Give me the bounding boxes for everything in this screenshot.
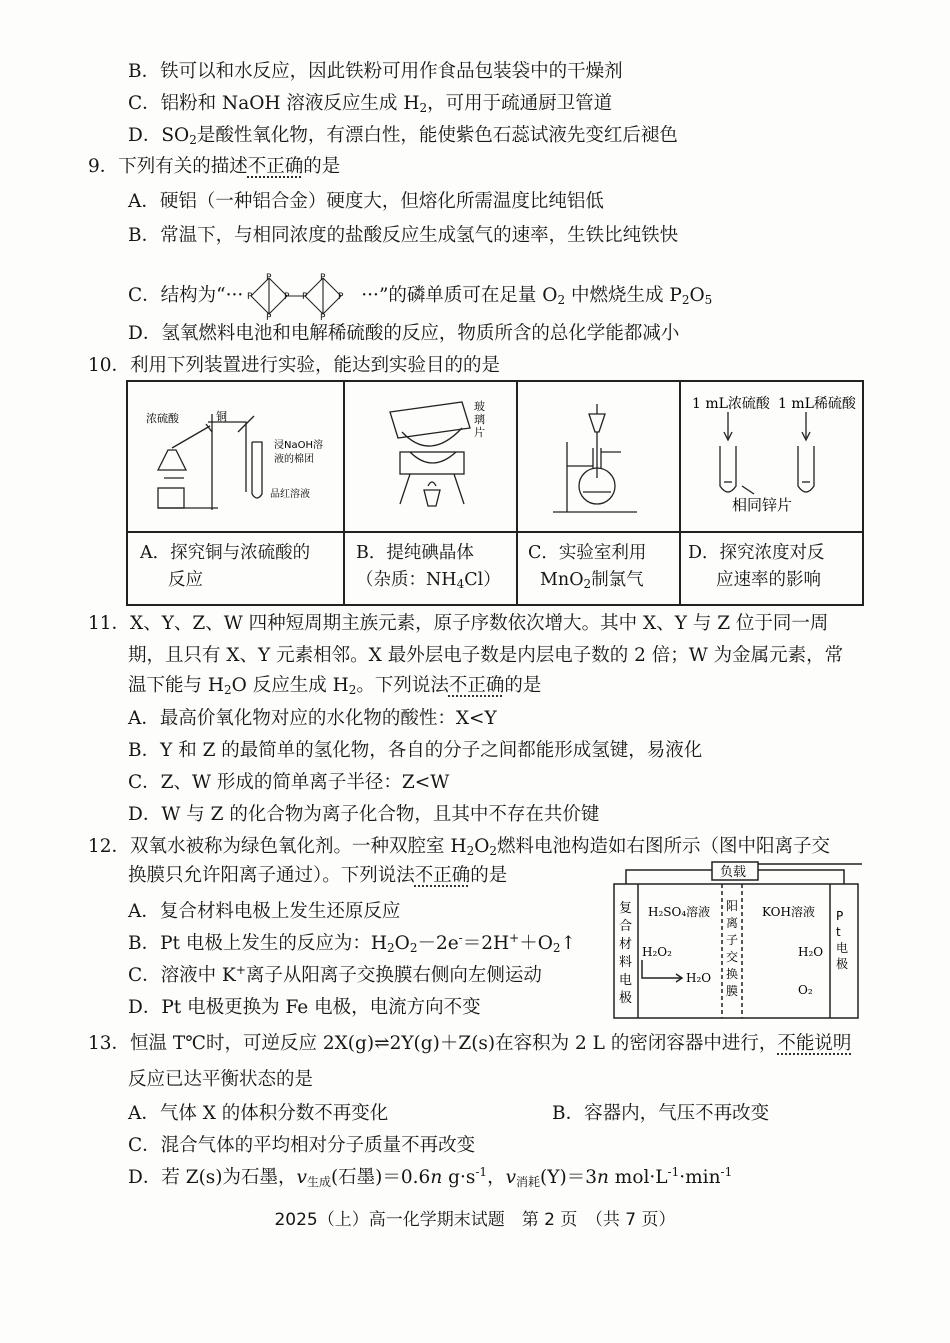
q12-option-c: C．溶液中 K+离子从阳离子交换膜右侧向左侧运动	[128, 963, 542, 986]
q13-option-a: A．气体 X 的体积分数不再变化	[128, 1103, 389, 1124]
svg-text:H₂O: H₂O	[798, 945, 824, 959]
caption-b: B．提纯碘晶体 （杂质：$NH_4Cl$）	[356, 543, 501, 591]
q9-option-d: D．氢氧燃料电池和电解稀硫酸的反应，物质所含的总化学能都减小	[128, 323, 680, 344]
svg-text:P: P	[320, 313, 326, 320]
pt-electrode-char: t	[836, 925, 841, 939]
q8-option-d: D．$SO_2$是酸性氧化物，有漂白性，能使紫色石蕊试液先变红后褪色	[128, 125, 678, 147]
left-electrode-char: 料	[619, 955, 633, 970]
caption-d: D．探究浓度对反 应速率的影响	[688, 543, 825, 590]
apparatus-a-copper-acid	[128, 382, 343, 531]
q11-stem-line3: 温下能与 $H_2O$ 反应生成 $H_2$。下列说法不正确的是	[128, 675, 542, 697]
q9-option-c: C．结构为“··· P P P P P P P P ···”的磷单质可在足量 $O_2$ 中燃烧生成 $P_2O_5$	[128, 272, 712, 320]
q13-option-b: B．容器内，气压不再改变	[552, 1103, 770, 1124]
q11-stem-line2: 期，且只有 X、Y 元素相邻。X 最外层电子数是内层电子数的 2 倍；W 为金属元素，常	[128, 645, 844, 666]
q13-stem-line2: 反应已达平衡状态的是	[128, 1069, 314, 1090]
q12-stem-line2: 换膜只允许阳离子通过）。下列说法不正确的是	[128, 865, 508, 886]
svg-text:P: P	[338, 292, 344, 302]
svg-text:KOH溶液: KOH溶液	[762, 905, 815, 919]
q11-stem-line1: 11．X、Y、Z、W 四种短周期主族元素，原子序数依次增大。其中 X、Y 与 Z 位于同一周	[88, 613, 829, 634]
membrane-char: 膜	[726, 984, 739, 998]
apparatus-b-iodine	[344, 382, 516, 531]
phosphorus-chain-structure	[247, 272, 357, 320]
svg-text:负载: 负载	[720, 865, 747, 880]
caption-c: C．实验室利用 MnO$_2$制氯气	[528, 543, 647, 591]
caption-a: A．探究铜与浓硫酸的 反应	[140, 543, 311, 590]
q13-option-d: D．若 Z(s)为石墨，$v_{生成}$(石墨)＝0.6n $g\cdot s^{-1}$，$v_{消耗}(Y)=3n$ $mol\cdot L^{-1}\cdot\min^{-1}$	[128, 1165, 733, 1189]
pt-electrode-char: 电	[836, 941, 849, 955]
q11-option-a: A．最高价氧化物对应的水化物的酸性：X<Y	[128, 708, 497, 729]
q11-option-d: D．W 与 Z 的化合物为离子化合物，且其中不存在共价键	[128, 804, 600, 825]
svg-text:O₂: O₂	[798, 983, 813, 997]
fuel-cell-diagram	[612, 860, 862, 1022]
svg-text:P: P	[266, 313, 272, 320]
svg-text:1 mL浓硫酸: 1 mL浓硫酸	[692, 396, 770, 412]
svg-text:P: P	[247, 292, 253, 302]
q11-option-b: B．Y 和 Z 的最简单的氢化物，各自的分子之间都能形成氢键，易液化	[128, 740, 703, 761]
membrane-char: 换	[726, 967, 739, 981]
page-footer: 2025（上）高一化学期末试题 第 2 页 （共 7 页）	[274, 1210, 676, 1230]
svg-text:玻: 玻	[474, 400, 485, 413]
svg-text:铜: 铜	[216, 410, 227, 423]
q13-stem-line1: 13．恒温 T℃时，可逆反应 2X(g)⇌2Y(g)＋Z(s)在容积为 2 L 的密闭容器中进行，不能说明	[88, 1033, 852, 1054]
pt-electrode-char: 极	[836, 957, 849, 971]
svg-text:浓硫酸: 浓硫酸	[146, 412, 179, 425]
q12-option-d: D．Pt 电极更换为 Fe 电极，电流方向不变	[128, 997, 481, 1018]
svg-text:H₂O₂: H₂O₂	[642, 945, 672, 959]
svg-text:P: P	[320, 273, 326, 283]
svg-text:H₂SO₄溶液: H₂SO₄溶液	[648, 905, 711, 919]
svg-text:液的棉团: 液的棉团	[274, 454, 314, 465]
svg-text:1 mL稀硫酸: 1 mL稀硫酸	[778, 396, 856, 412]
left-electrode-char: 合	[619, 919, 633, 934]
svg-text:P: P	[302, 292, 308, 302]
membrane-char: 交	[726, 950, 739, 964]
svg-text:相同锌片: 相同锌片	[732, 496, 793, 514]
membrane-char: 子	[726, 933, 739, 947]
svg-text:H₂O: H₂O	[686, 971, 712, 985]
q9-option-a: A．硬铝（一种铝合金）硬度大，但熔化所需温度比纯铝低	[128, 191, 604, 212]
q12-stem-line1: 12．双氧水被称为绿色氧化剂。一种双腔室 $H_2O_2$燃料电池构造如右图所示（图中阳离子交	[88, 836, 831, 858]
q8-option-b: B．铁可以和水反应，因此铁粉可用作食品包装袋中的干燥剂	[128, 61, 623, 82]
svg-text:璃: 璃	[474, 413, 485, 426]
membrane-char: 离	[726, 916, 739, 930]
q11-option-c: C．Z、W 形成的简单离子半径：Z<W	[128, 772, 450, 793]
apparatus-c-chlorine	[517, 382, 679, 531]
svg-text:品红溶液: 品红溶液	[270, 489, 310, 500]
left-electrode-char: 极	[619, 991, 633, 1006]
svg-text:片: 片	[474, 426, 485, 439]
q9-stem: 9．下列有关的描述不正确的是	[88, 156, 341, 177]
left-electrode-char: 复	[619, 901, 633, 916]
svg-text:P: P	[266, 273, 272, 283]
apparatus-d-rate	[680, 382, 864, 531]
q10-stem: 10．利用下列装置进行实验，能达到实验目的的是	[88, 355, 501, 376]
q9-option-b: B．常温下，与相同浓度的盐酸反应生成氢气的速率，生铁比纯铁快	[128, 225, 679, 246]
left-electrode-char: 材	[619, 937, 633, 952]
q12-option-a: A．复合材料电极上发生还原反应	[128, 901, 401, 922]
q8-option-c: C．铝粉和 NaOH 溶液反应生成 $H_2$，可用于疏通厨卫管道	[128, 93, 613, 115]
membrane-char: 阳	[726, 899, 739, 913]
q12-option-b: B．Pt 电极上发生的反应为：$H_2O_2-2e^-=2H^++O_2↑$	[128, 931, 577, 955]
left-electrode-char: 电	[619, 973, 633, 988]
pt-electrode-char: P	[836, 909, 844, 923]
svg-text:P: P	[284, 292, 290, 302]
experiment-table	[126, 380, 864, 606]
q13-option-c: C．混合气体的平均相对分子质量不再改变	[128, 1135, 476, 1156]
svg-text:浸NaOH溶: 浸NaOH溶	[274, 440, 323, 451]
